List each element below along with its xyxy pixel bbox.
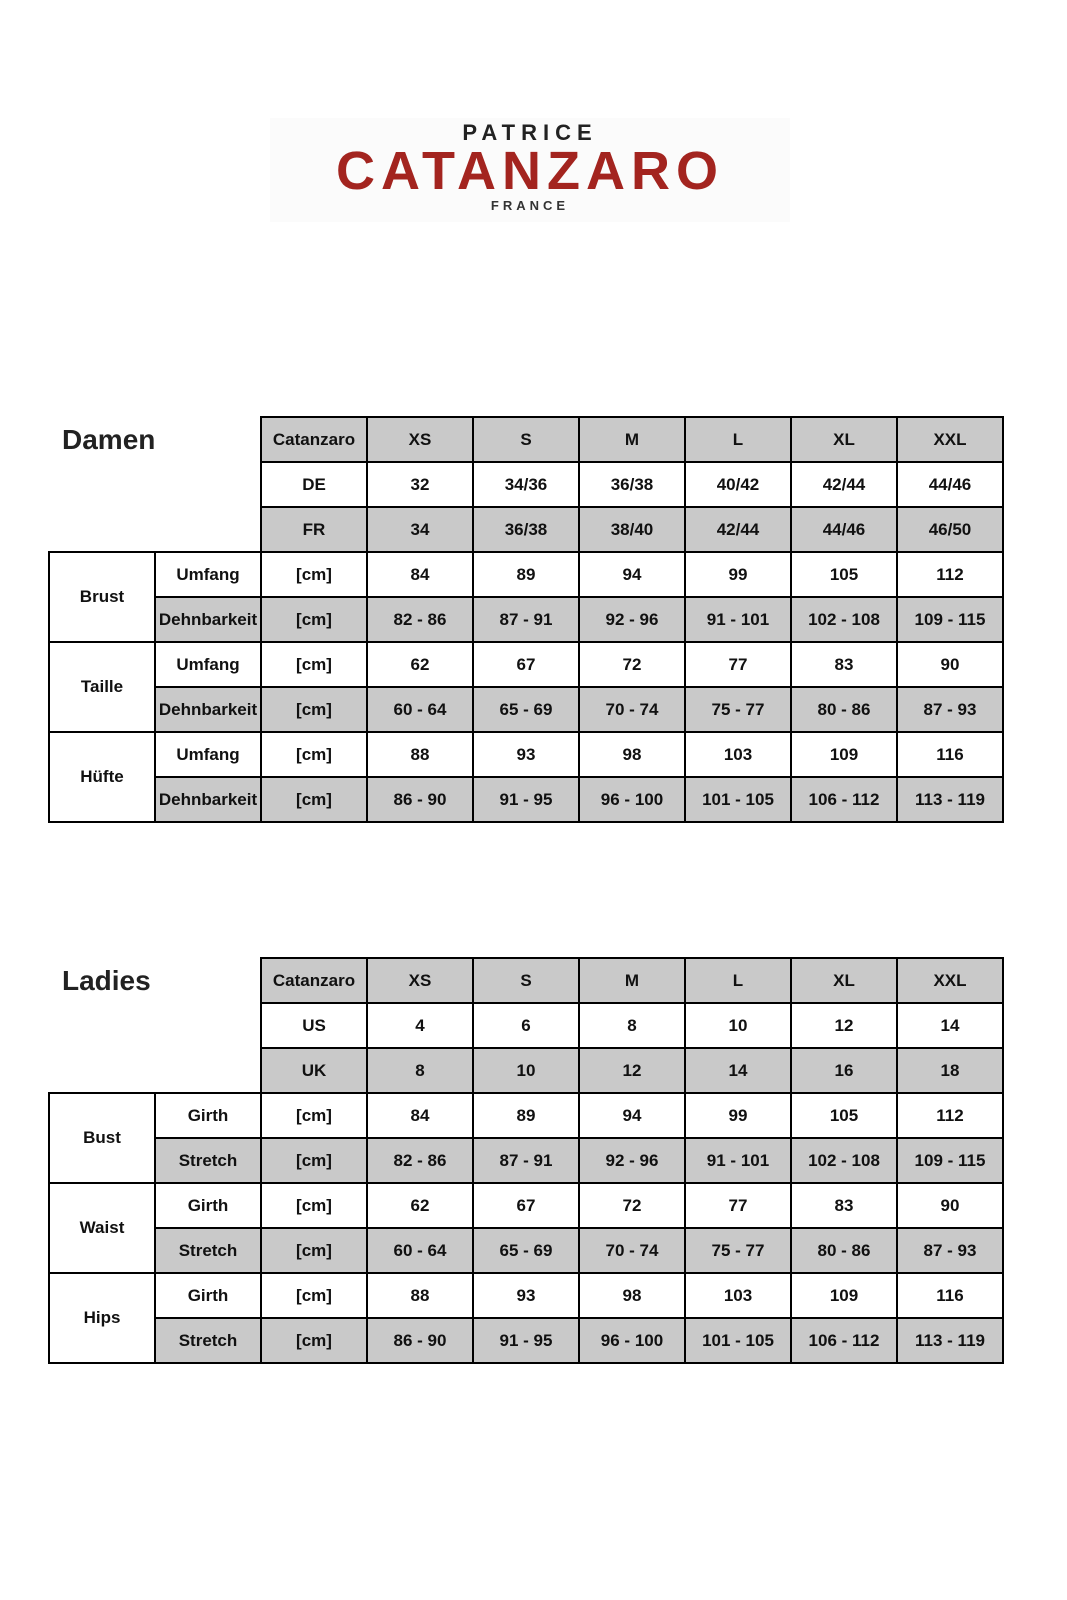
measurement-row bbox=[49, 597, 1003, 642]
measurement-value: 67 bbox=[473, 642, 579, 687]
blank-cell bbox=[49, 1048, 261, 1093]
measurement-value: 98 bbox=[579, 732, 685, 777]
size-table bbox=[48, 957, 1004, 1364]
measurement-value: 91 - 101 bbox=[685, 597, 791, 642]
size-value: 44/46 bbox=[791, 507, 897, 552]
unit-label: [cm] bbox=[261, 777, 367, 822]
measurement-type-label: Umfang bbox=[155, 642, 261, 687]
size-header-cell: L bbox=[685, 417, 791, 462]
unit-label: [cm] bbox=[261, 1093, 367, 1138]
size-value: 36/38 bbox=[579, 462, 685, 507]
section-title: Damen bbox=[62, 424, 156, 455]
measurement-type-label: Dehnbarkeit bbox=[155, 687, 261, 732]
measurement-value: 103 bbox=[685, 732, 791, 777]
size-value: 8 bbox=[367, 1048, 473, 1093]
size-header-cell: L bbox=[685, 958, 791, 1003]
measurement-value: 113 - 119 bbox=[897, 777, 1003, 822]
size-value: 12 bbox=[579, 1048, 685, 1093]
measurement-value: 92 - 96 bbox=[579, 1138, 685, 1183]
measurement-value: 116 bbox=[897, 732, 1003, 777]
size-value: 18 bbox=[897, 1048, 1003, 1093]
size-value: 14 bbox=[897, 1003, 1003, 1048]
blank-cell bbox=[49, 462, 261, 507]
size-value: 44/46 bbox=[897, 462, 1003, 507]
measurement-value: 84 bbox=[367, 1093, 473, 1138]
logo-main-text: CATANZARO bbox=[336, 141, 724, 201]
size-header-cell: XS bbox=[367, 417, 473, 462]
size-header-cell: S bbox=[473, 958, 579, 1003]
size-header-cell: XL bbox=[791, 417, 897, 462]
unit-label: [cm] bbox=[261, 1273, 367, 1318]
measurement-value: 72 bbox=[579, 642, 685, 687]
measurement-value: 98 bbox=[579, 1273, 685, 1318]
blank-cell bbox=[49, 1003, 261, 1048]
measurement-value: 91 - 95 bbox=[473, 1318, 579, 1363]
unit-label: [cm] bbox=[261, 687, 367, 732]
measurement-type-label: Umfang bbox=[155, 552, 261, 597]
measurement-value: 112 bbox=[897, 1093, 1003, 1138]
measurement-group-label: Brust bbox=[49, 552, 155, 642]
measurement-value: 99 bbox=[685, 552, 791, 597]
measurement-value: 80 - 86 bbox=[791, 687, 897, 732]
blank-cell bbox=[49, 417, 261, 462]
measurement-group-label: Hüfte bbox=[49, 732, 155, 822]
size-value: 34 bbox=[367, 507, 473, 552]
measurement-type-label: Stretch bbox=[155, 1318, 261, 1363]
unit-label: [cm] bbox=[261, 1318, 367, 1363]
size-value: 10 bbox=[473, 1048, 579, 1093]
size-value: 32 bbox=[367, 462, 473, 507]
unit-label: [cm] bbox=[261, 552, 367, 597]
size-value: 16 bbox=[791, 1048, 897, 1093]
conversion-row bbox=[49, 462, 1003, 507]
measurement-value: 62 bbox=[367, 642, 473, 687]
measurement-value: 65 - 69 bbox=[473, 1228, 579, 1273]
measurement-type-label: Umfang bbox=[155, 732, 261, 777]
measurement-row bbox=[49, 777, 1003, 822]
measurement-row bbox=[49, 687, 1003, 732]
measurement-row bbox=[49, 1183, 1003, 1228]
measurement-value: 106 - 112 bbox=[791, 1318, 897, 1363]
measurement-row bbox=[49, 1138, 1003, 1183]
measurement-value: 94 bbox=[579, 552, 685, 597]
size-table bbox=[48, 416, 1004, 823]
blank-cell bbox=[49, 958, 261, 1003]
measurement-value: 88 bbox=[367, 732, 473, 777]
unit-label: [cm] bbox=[261, 1183, 367, 1228]
blank-cell bbox=[49, 507, 261, 552]
size-system-label: UK bbox=[261, 1048, 367, 1093]
size-header-cell: XXL bbox=[897, 958, 1003, 1003]
measurement-value: 72 bbox=[579, 1183, 685, 1228]
size-header-cell: M bbox=[579, 417, 685, 462]
measurement-row bbox=[49, 1318, 1003, 1363]
measurement-value: 99 bbox=[685, 1093, 791, 1138]
size-value: 8 bbox=[579, 1003, 685, 1048]
measurement-row bbox=[49, 1273, 1003, 1318]
size-header-cell: XXL bbox=[897, 417, 1003, 462]
measurement-group-label: Bust bbox=[49, 1093, 155, 1183]
measurement-value: 93 bbox=[473, 732, 579, 777]
measurement-value: 88 bbox=[367, 1273, 473, 1318]
size-value: 10 bbox=[685, 1003, 791, 1048]
measurement-value: 75 - 77 bbox=[685, 1228, 791, 1273]
unit-label: [cm] bbox=[261, 597, 367, 642]
logo-bottom-text: FRANCE bbox=[490, 198, 570, 213]
brand-header-cell: Catanzaro bbox=[261, 417, 367, 462]
size-value: 40/42 bbox=[685, 462, 791, 507]
size-system-label: US bbox=[261, 1003, 367, 1048]
size-value: 36/38 bbox=[473, 507, 579, 552]
measurement-group-label: Waist bbox=[49, 1183, 155, 1273]
measurement-value: 67 bbox=[473, 1183, 579, 1228]
measurement-value: 65 - 69 bbox=[473, 687, 579, 732]
measurement-value: 60 - 64 bbox=[367, 687, 473, 732]
measurement-value: 92 - 96 bbox=[579, 597, 685, 642]
measurement-value: 91 - 95 bbox=[473, 777, 579, 822]
measurement-value: 86 - 90 bbox=[367, 777, 473, 822]
measurement-value: 84 bbox=[367, 552, 473, 597]
measurement-value: 109 bbox=[791, 732, 897, 777]
measurement-type-label: Girth bbox=[155, 1093, 261, 1138]
unit-label: [cm] bbox=[261, 1228, 367, 1273]
measurement-value: 96 - 100 bbox=[579, 777, 685, 822]
size-value: 6 bbox=[473, 1003, 579, 1048]
measurement-value: 90 bbox=[897, 642, 1003, 687]
measurement-value: 70 - 74 bbox=[579, 687, 685, 732]
measurement-value: 62 bbox=[367, 1183, 473, 1228]
measurement-value: 80 - 86 bbox=[791, 1228, 897, 1273]
measurement-type-label: Dehnbarkeit bbox=[155, 777, 261, 822]
measurement-value: 83 bbox=[791, 1183, 897, 1228]
measurement-value: 96 - 100 bbox=[579, 1318, 685, 1363]
header-row bbox=[49, 417, 1003, 462]
measurement-row bbox=[49, 732, 1003, 777]
unit-label: [cm] bbox=[261, 732, 367, 777]
measurement-type-label: Girth bbox=[155, 1183, 261, 1228]
measurement-value: 94 bbox=[579, 1093, 685, 1138]
measurement-row bbox=[49, 1093, 1003, 1138]
conversion-row bbox=[49, 1003, 1003, 1048]
size-value: 4 bbox=[367, 1003, 473, 1048]
measurement-value: 93 bbox=[473, 1273, 579, 1318]
size-value: 42/44 bbox=[685, 507, 791, 552]
measurement-row bbox=[49, 1228, 1003, 1273]
logo-top-text: PATRICE bbox=[462, 120, 598, 145]
size-header-cell: XL bbox=[791, 958, 897, 1003]
size-value: 12 bbox=[791, 1003, 897, 1048]
measurement-value: 87 - 93 bbox=[897, 687, 1003, 732]
measurement-value: 105 bbox=[791, 1093, 897, 1138]
measurement-value: 109 - 115 bbox=[897, 597, 1003, 642]
size-value: 46/50 bbox=[897, 507, 1003, 552]
size-value: 42/44 bbox=[791, 462, 897, 507]
measurement-type-label: Stretch bbox=[155, 1228, 261, 1273]
measurement-group-label: Hips bbox=[49, 1273, 155, 1363]
measurement-value: 112 bbox=[897, 552, 1003, 597]
measurement-value: 87 - 91 bbox=[473, 597, 579, 642]
measurement-value: 105 bbox=[791, 552, 897, 597]
unit-label: [cm] bbox=[261, 1138, 367, 1183]
measurement-value: 106 - 112 bbox=[791, 777, 897, 822]
measurement-type-label: Stretch bbox=[155, 1138, 261, 1183]
measurement-value: 82 - 86 bbox=[367, 1138, 473, 1183]
conversion-row bbox=[49, 1048, 1003, 1093]
measurement-type-label: Dehnbarkeit bbox=[155, 597, 261, 642]
size-header-cell: S bbox=[473, 417, 579, 462]
measurement-row bbox=[49, 552, 1003, 597]
measurement-value: 87 - 91 bbox=[473, 1138, 579, 1183]
measurement-value: 101 - 105 bbox=[685, 777, 791, 822]
header-row bbox=[49, 958, 1003, 1003]
measurement-value: 102 - 108 bbox=[791, 1138, 897, 1183]
measurement-value: 89 bbox=[473, 1093, 579, 1138]
size-system-label: DE bbox=[261, 462, 367, 507]
measurement-type-label: Girth bbox=[155, 1273, 261, 1318]
measurement-value: 102 - 108 bbox=[791, 597, 897, 642]
size-value: 38/40 bbox=[579, 507, 685, 552]
unit-label: [cm] bbox=[261, 642, 367, 687]
size-value: 14 bbox=[685, 1048, 791, 1093]
measurement-value: 82 - 86 bbox=[367, 597, 473, 642]
brand-logo bbox=[270, 118, 790, 222]
measurement-value: 77 bbox=[685, 1183, 791, 1228]
size-value: 34/36 bbox=[473, 462, 579, 507]
measurement-value: 90 bbox=[897, 1183, 1003, 1228]
measurement-value: 91 - 101 bbox=[685, 1138, 791, 1183]
measurement-value: 77 bbox=[685, 642, 791, 687]
measurement-value: 116 bbox=[897, 1273, 1003, 1318]
measurement-value: 60 - 64 bbox=[367, 1228, 473, 1273]
measurement-value: 83 bbox=[791, 642, 897, 687]
section-title: Ladies bbox=[62, 965, 151, 996]
measurement-value: 103 bbox=[685, 1273, 791, 1318]
size-system-label: FR bbox=[261, 507, 367, 552]
size-header-cell: M bbox=[579, 958, 685, 1003]
measurement-value: 113 - 119 bbox=[897, 1318, 1003, 1363]
measurement-value: 109 bbox=[791, 1273, 897, 1318]
measurement-value: 109 - 115 bbox=[897, 1138, 1003, 1183]
brand-header-cell: Catanzaro bbox=[261, 958, 367, 1003]
measurement-value: 75 - 77 bbox=[685, 687, 791, 732]
conversion-row bbox=[49, 507, 1003, 552]
measurement-group-label: Taille bbox=[49, 642, 155, 732]
measurement-value: 101 - 105 bbox=[685, 1318, 791, 1363]
measurement-value: 86 - 90 bbox=[367, 1318, 473, 1363]
measurement-value: 89 bbox=[473, 552, 579, 597]
measurement-value: 87 - 93 bbox=[897, 1228, 1003, 1273]
measurement-row bbox=[49, 642, 1003, 687]
measurement-value: 70 - 74 bbox=[579, 1228, 685, 1273]
size-header-cell: XS bbox=[367, 958, 473, 1003]
